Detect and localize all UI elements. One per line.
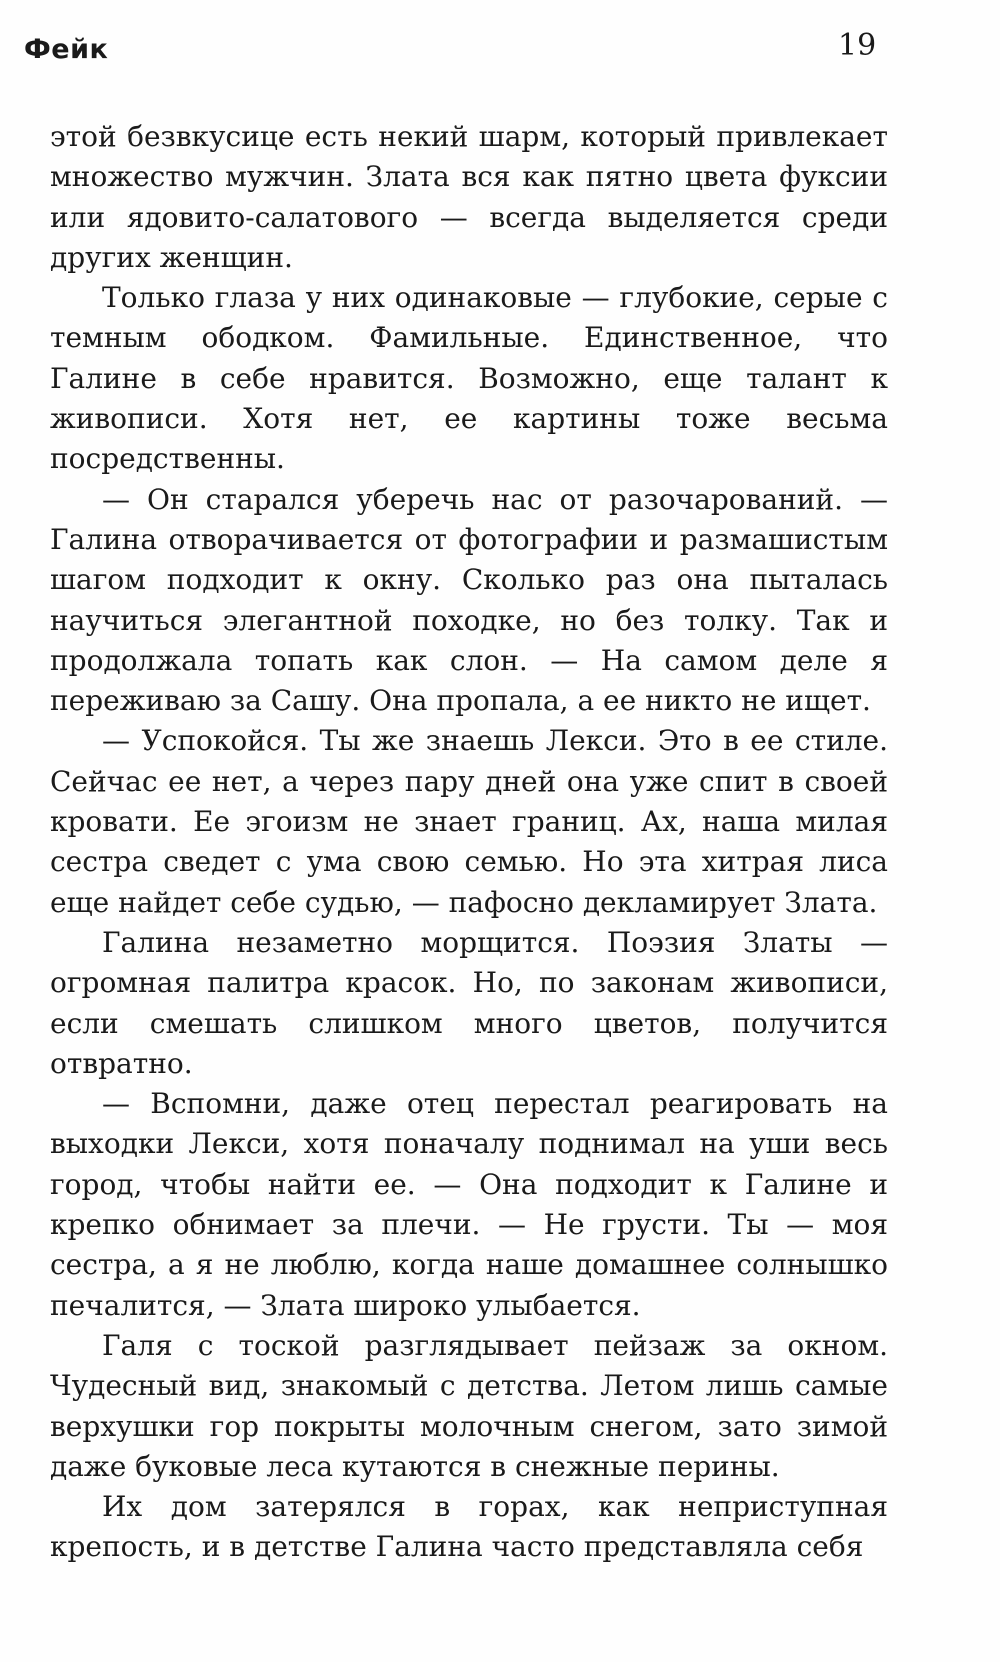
paragraph: этой безвкусице есть некий шарм, который привлекает множество мужчин. Злата вся как пятно цвета фуксии или ядовито-салатового — всегда выделяется среди других женщин.: [50, 120, 888, 274]
paragraph: Галя с тоской разглядывает пейзаж за окном. Чудесный вид, знакомый с детства. Летом лишь самые верхушки гор покрыты молочным снегом, зато зимой даже буковые леса кутаются в снежные перины.: [50, 1328, 888, 1483]
paragraph: Только глаза у них одинаковые — глубокие, серые с темным ободком. Фамильные. Единственное, что Галине в себе нравится. Возможно, еще талант к живописи. Хотя нет, ее картины тоже весьма посредственны.: [50, 281, 888, 476]
paragraph: Их дом затерялся в горах, как неприступная крепость, и в детстве Галина часто представляла себя: [50, 1490, 888, 1564]
paragraph: — Он старался уберечь нас от разочарований. — Галина отворачивается от фотографии и размашистым шагом подходит к окну. Сколько раз она пыталась научиться элегантной походке, но без толку. Так и продолжала топать как слон. — На самом деле я переживаю за Сашу. Она пропала, а ее никто не ищет.: [50, 482, 888, 718]
body-text: [50, 117, 888, 1568]
page-number: 19: [838, 28, 877, 63]
paragraph: — Успокойся. Ты же знаешь Лекси. Это в ее стиле. Сейчас ее нет, а через пару дней она уже спит в своей кровати. Ее эгоизм не знает границ. Ах, наша милая сестра сведет с ума свою семью. Но эта хитрая лиса еще найдет себе судью, — пафосно декламирует Злата.: [50, 724, 888, 919]
paragraph: Галина незаметно морщится. Поэзия Златы — огромная палитра красок. Но, по законам живописи, если смешать слишком много цветов, получится отвратно.: [50, 925, 888, 1080]
running-title: Фейк: [24, 34, 109, 65]
paragraph: — Вспомни, даже отец перестал реагировать на выходки Лекси, хотя поначалу поднимал на уши весь город, чтобы найти ее. — Она подходит к Галине и крепко обнимает за плечи. — Не грусти. Ты — моя сестра, а я не люблю, когда наше домашнее солнышко печалится, — Злата широко улыбается.: [50, 1087, 888, 1322]
